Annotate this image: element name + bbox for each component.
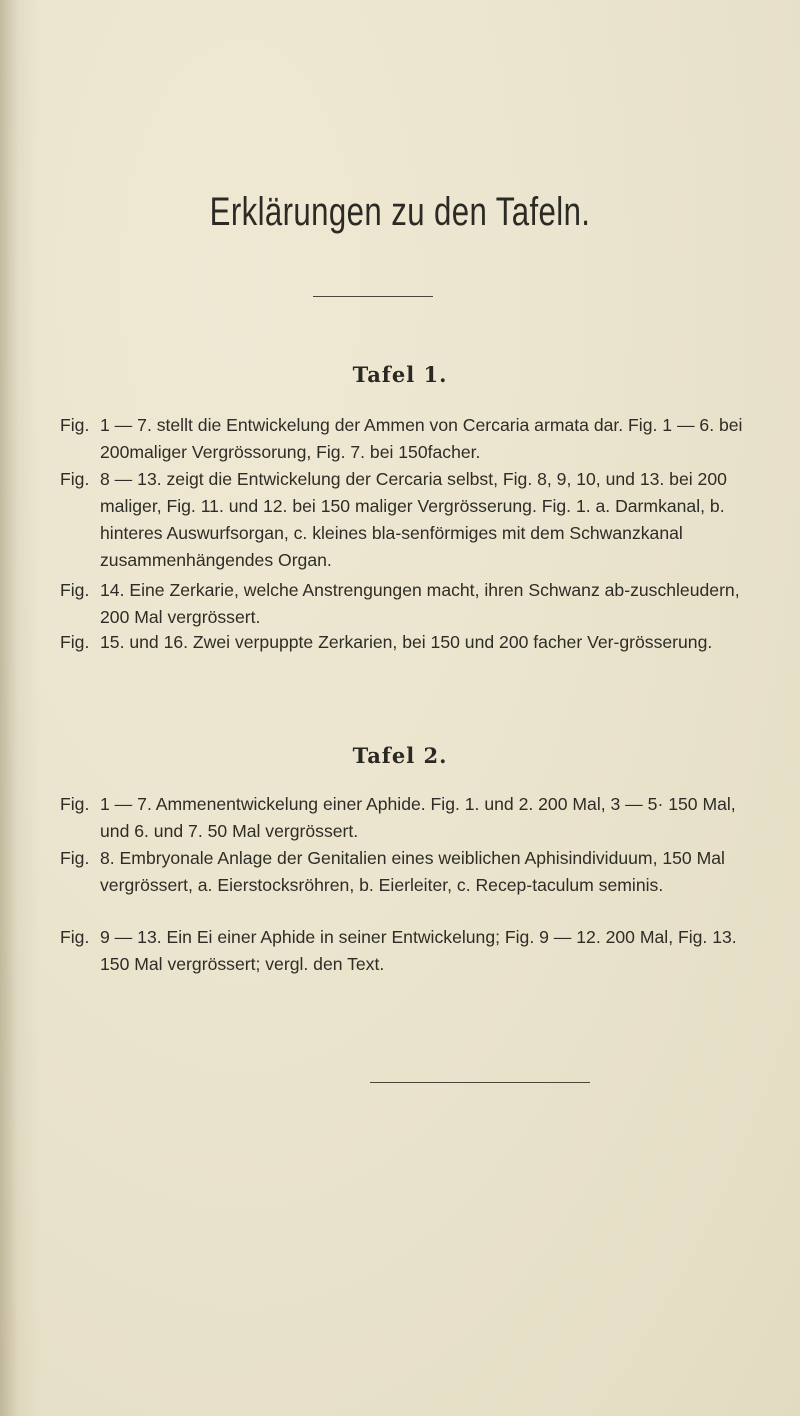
figure-entry	[60, 466, 750, 574]
figure-label: Fig.	[60, 794, 90, 814]
figure-description: 9 — 13. Ein Ei einer Aphide in seiner Entwickelung; Fig. 9 — 12. 200 Mal, Fig. 13. 150 Mal vergrössert; vergl. den Text.	[100, 927, 737, 974]
figure-entry	[60, 791, 750, 845]
figure-label: Fig.	[60, 927, 90, 947]
figure-label: Fig.	[60, 415, 90, 435]
figure-description: 14. Eine Zerkarie, welche Anstrengungen macht, ihren Schwanz ab-zuschleudern, 200 Mal vergrössert.	[100, 580, 740, 627]
figure-entry	[60, 577, 750, 631]
closing-divider	[370, 1082, 590, 1083]
figure-entry	[60, 845, 750, 899]
figure-label: Fig.	[60, 580, 90, 600]
title-divider	[313, 296, 433, 297]
figure-entry	[60, 629, 750, 656]
figure-description: 1 — 7. Ammenentwickelung einer Aphide. Fig. 1. und 2. 200 Mal, 3 — 5· 150 Mal, und 6. und 7. 50 Mal vergrössert.	[100, 794, 736, 841]
section-heading-tafel-1: Tafel 1.	[352, 362, 448, 387]
figure-label: Fig.	[60, 632, 90, 652]
figure-entry	[60, 412, 750, 466]
figure-label: Fig.	[60, 469, 90, 489]
section-heading-tafel-2: Tafel 2.	[352, 743, 448, 768]
figure-description: 1 — 7. stellt die Entwickelung der Ammen von Cercaria armata dar. Fig. 1 — 6. bei 200maliger Vergrössorung, Fig. 7. bei 150facher.	[100, 415, 743, 462]
figure-label: Fig.	[60, 848, 90, 868]
figure-entry	[60, 924, 750, 978]
figure-description: 15. und 16. Zwei verpuppte Zerkarien, bei 150 und 200 facher Ver-grösserung.	[100, 632, 713, 652]
figure-description: 8. Embryonale Anlage der Genitalien eines weiblichen Aphisindividuum, 150 Mal vergrössert, a. Eierstocksröhren, b. Eierleiter, c. Recep-taculum seminis.	[100, 848, 725, 895]
figure-description: 8 — 13. zeigt die Entwickelung der Cercaria selbst, Fig. 8, 9, 10, und 13. bei 200 maliger, Fig. 11. und 12. bei 150 maliger Vergrösserung. Fig. 1. a. Darmkanal, b. hinteres Auswurfsorgan, c. kleines bla-senförmiges mit dem Schwanzkanal zusammenhängendes Organ.	[100, 469, 727, 570]
page-title: Erklärungen zu den Tafeln.	[209, 190, 591, 234]
